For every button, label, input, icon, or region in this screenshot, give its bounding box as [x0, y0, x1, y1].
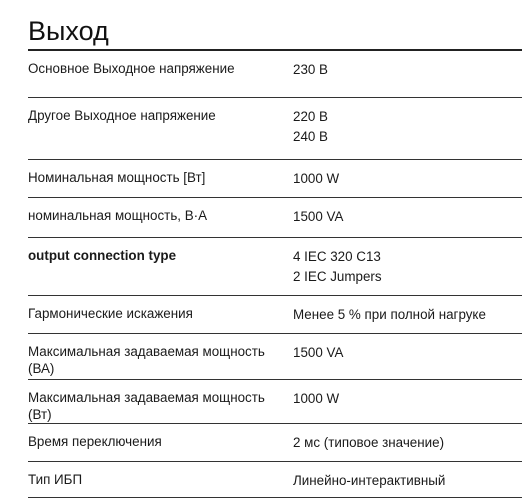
spec-table: [28, 51, 522, 498]
spec-label: Гармонические искажения: [28, 305, 193, 321]
spec-value: [293, 295, 522, 333]
spec-label: Время переключения: [28, 433, 162, 449]
spec-label: output connection type: [28, 247, 177, 263]
spec-row: [28, 379, 522, 423]
spec-row: [28, 461, 522, 497]
spec-label: Другое Выходное напряжение: [28, 107, 216, 123]
spec-row: [28, 97, 522, 159]
spec-label: Максимальная задаваемая мощность (ВА): [28, 343, 265, 376]
spec-value: [293, 379, 522, 423]
spec-value-line: Линейно-интерактивный: [293, 472, 446, 488]
spec-value: [293, 237, 522, 295]
spec-sheet: [28, 0, 522, 498]
section-title: Выход: [28, 16, 109, 46]
spec-row: [28, 159, 522, 197]
spec-value-line: 2 IEC Jumpers: [293, 268, 382, 284]
spec-row: [28, 333, 522, 379]
spec-row: [28, 295, 522, 333]
spec-value: [293, 97, 522, 159]
spec-value: [293, 197, 522, 237]
spec-row: [28, 423, 522, 461]
spec-value-line: 2 мс (типовое значение): [293, 434, 445, 450]
spec-value: [293, 461, 522, 497]
spec-value: [293, 423, 522, 461]
spec-row: [28, 237, 522, 295]
spec-label: Тип ИБП: [28, 471, 83, 487]
spec-label: Основное Выходное напряжение: [28, 61, 235, 76]
spec-value: [293, 51, 522, 97]
spec-value: [293, 159, 522, 197]
spec-value-line: 230 В: [293, 62, 328, 77]
spec-label: Номинальная мощность [Вт]: [28, 169, 206, 185]
spec-value: [293, 333, 522, 379]
spec-value-line: Менее 5 % при полной нагруке: [293, 306, 486, 322]
spec-value-line: 240 В: [293, 128, 328, 144]
spec-value-line: 1500 VA: [293, 208, 344, 224]
spec-row: [28, 197, 522, 237]
spec-value-line: 220 В: [293, 108, 328, 124]
spec-label: Максимальная задаваемая мощность (Вт): [28, 389, 265, 422]
spec-value-line: 1000 W: [293, 170, 340, 186]
spec-label: номинальная мощность, В·А: [28, 207, 208, 223]
spec-value-line: 4 IEC 320 C13: [293, 248, 381, 264]
spec-value-line: 1500 VA: [293, 344, 344, 360]
spec-value-line: 1000 W: [293, 390, 340, 406]
spec-row: [28, 51, 522, 97]
